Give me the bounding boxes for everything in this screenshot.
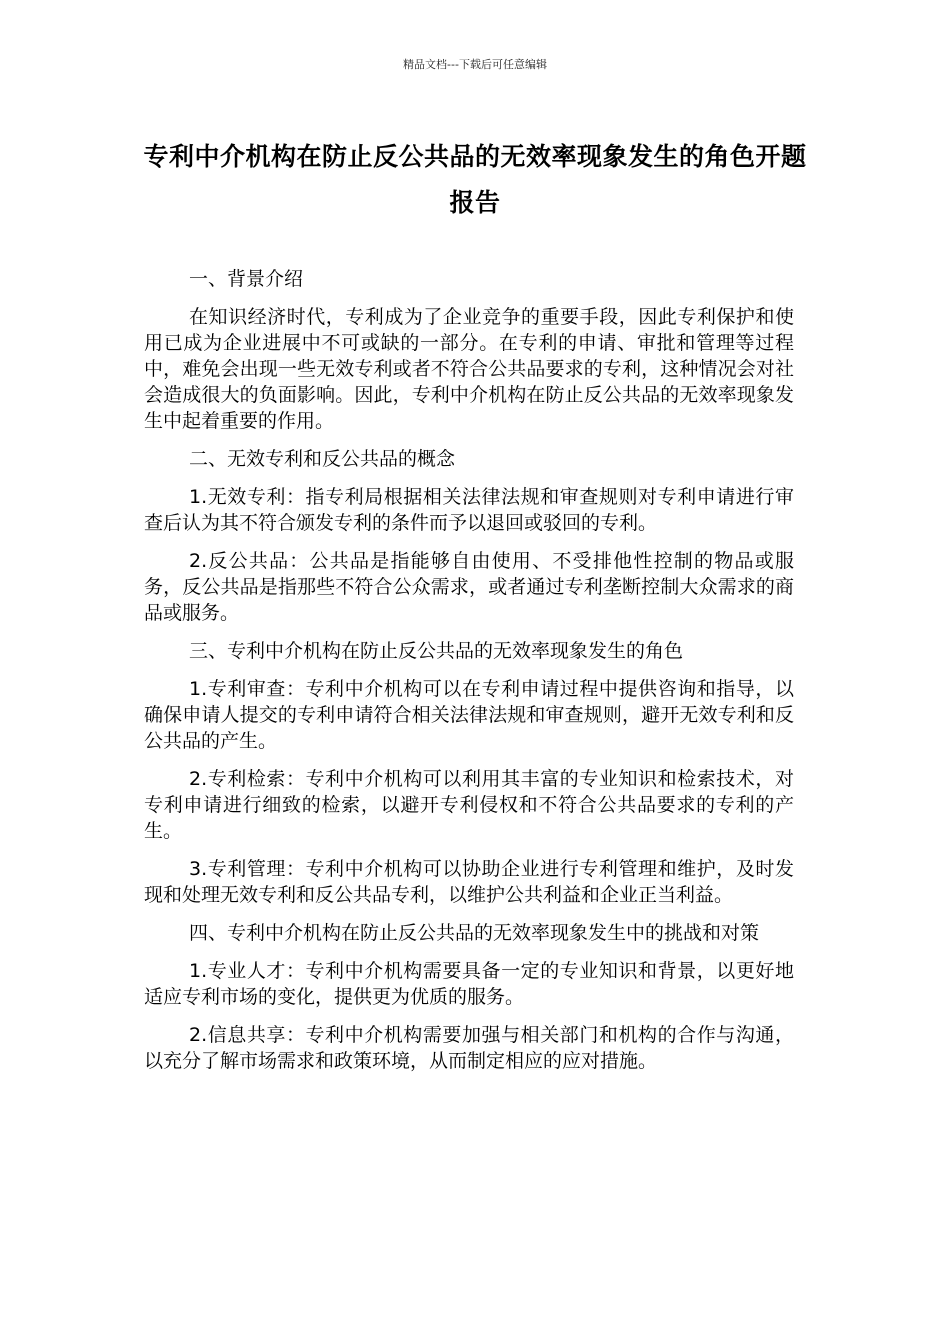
paragraph-patent-management: 3.专利管理：专利中介机构可以协助企业进行专利管理和维护，及时发现和处理无效专利和反公共品专利，以维护公共利益和企业正当利益。 [144, 858, 794, 906]
paragraph-invalid-patent: 1.无效专利：指专利局根据相关法律法规和审查规则对专利申请进行审查后认为其不符合颁发专利的条件而予以退回或驳回的专利。 [144, 486, 794, 534]
paragraph-background: 在知识经济时代，专利成为了企业竞争的重要手段，因此专利保护和使用已成为企业进展中不可或缺的一部分。在专利的申请、审批和管理等过程中，难免会出现一些无效专利或者不符合公共品要求的专利，这种情况会对社会造成很大的负面影响。因此，专利中介机构在防止反公共品的无效率现象发生中起着重要的作用。 [144, 306, 794, 432]
section-heading-challenges: 四、专利中介机构在防止反公共品的无效率现象发生中的挑战和对策 [189, 922, 760, 944]
paragraph-anti-public-good: 2.反公共品：公共品是指能够自由使用、不受排他性控制的物品或服务，反公共品是指那些不符合公众需求，或者通过专利垄断控制大众需求的商品或服务。 [144, 550, 794, 624]
paragraph-patent-search: 2.专利检索：专利中介机构可以利用其丰富的专业知识和检索技术，对专利申请进行细致的检索，以避开专利侵权和不符合公共品要求的专利的产生。 [144, 768, 794, 842]
section-heading-role: 三、专利中介机构在防止反公共品的无效率现象发生的角色 [189, 640, 684, 662]
paragraph-info-sharing: 2.信息共享：专利中介机构需要加强与相关部门和机构的合作与沟通，以充分了解市场需求和政策环境，从而制定相应的应对措施。 [144, 1024, 794, 1072]
paragraph-patent-review: 1.专利审查：专利中介机构可以在专利申请过程中提供咨询和指导，以确保申请人提交的专利申请符合相关法律法规和审查规则，避开无效专利和反公共品的产生。 [144, 678, 794, 752]
section-heading-concepts: 二、无效专利和反公共品的概念 [189, 448, 456, 470]
paragraph-talent: 1.专业人才：专利中介机构需要具备一定的专业知识和背景，以更好地适应专利市场的变化，提供更为优质的服务。 [144, 960, 794, 1008]
document-body [144, 266, 794, 1086]
header-note: 精品文档---下载后可任意编辑 [403, 58, 547, 71]
document-title: 专利中介机构在防止反公共品的无效率现象发生的角色开题报告 [143, 142, 807, 217]
section-heading-background: 一、背景介绍 [189, 268, 304, 290]
